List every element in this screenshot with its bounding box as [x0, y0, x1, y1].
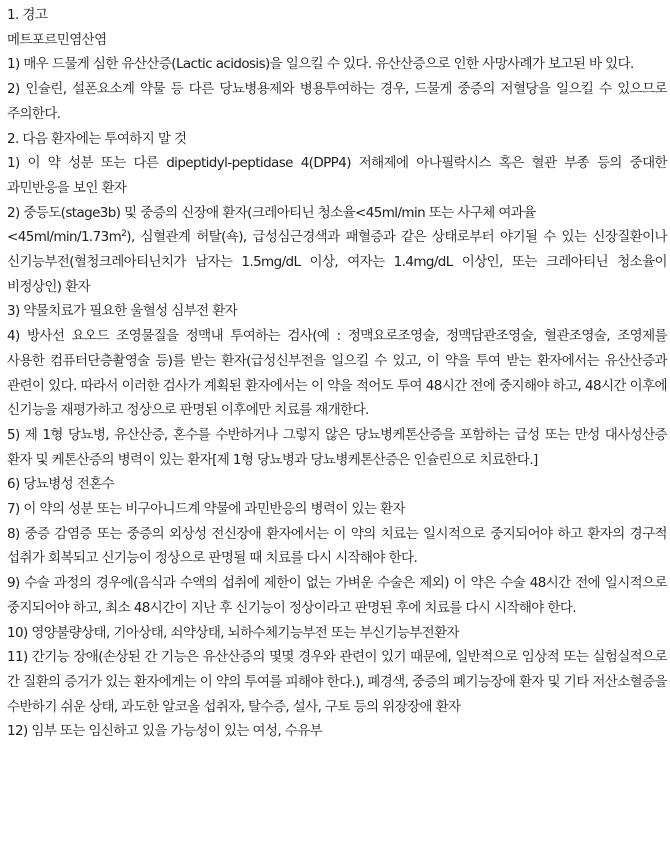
warning-item-2: 2) 인슐린, 설폰요소계 약물 등 다른 당뇨병용제와 병용투여하는 경우, 드물게 중증의 저혈당을 일으킬 수 있으므로 주의한다.	[7, 81, 667, 122]
contraindication-item-11: 11) 간기능 장애(손상된 간 기능은 유산산증의 몇몇 경우와 관련이 있기 때문에, 일반적으로 임상적 또는 실험실적으로 간 질환의 증거가 있는 환자에게는 이 약의 투여를 피해야 한다.), 폐경색, 중증의 폐기능장애 환자 및 기타 저산소혈증을 수반하기 쉬운 상태, 과도한 알코올 섭취자, 탈수증, 설사, 구토 등의 위장장애 환자	[7, 649, 667, 715]
drug-name: 메트포르민염산염	[7, 31, 107, 48]
item-2-superscript: 2	[121, 229, 127, 240]
item-2-line-1: 2) 중등도(stage3b) 및 중증의 신장애 환자(크레아티닌 청소율<45ml/min 또는 사구체 여과율	[7, 204, 536, 221]
contraindication-item-2	[7, 201, 667, 300]
item-2-rest: ), 심혈관계 허탈(쇽), 급성심근경색과 패혈증과 같은 상태로부터 야기될 수 있는 신장질환이나 신기능부전(혈청크레아티닌치가 남자는 1.5mg/dL 이상, 여자는 1.4mg/dL 이상인, 또는 크레아티닌 청소율이 비정상인) 환자	[7, 229, 667, 295]
document-body	[7, 3, 667, 744]
contraindication-item-4: 4) 방사선 요오드 조영물질을 정맥내 투여하는 검사(예 : 정맥요로조영술, 정맥담관조영술, 혈관조영술, 조영제를 사용한 컴퓨터단층촬영술 등)를 받는 환자(급성신부전을 일으킬 수 있고, 이 약을 투여 받는 환자에서는 유산산증과 관련이 있다. 따라서 이러한 검사가 계획된 환자에서는 이 약을 적어도 투여 48시간 전에 중지해야 하고, 48시간 이후에 신기능을 재평가하고 정상으로 판명된 이후에만 치료를 재개한다.	[7, 328, 667, 419]
section-1-heading: 1. 경고	[7, 7, 48, 23]
item-2-gfr-unit: <45ml/min/1.73m	[7, 229, 122, 246]
warning-item-1: 1) 매우 드물게 심한 유산산증(Lactic acidosis)을 일으킬 수 있다. 유산산증으로 인한 사망사례가 보고된 바 있다.	[7, 56, 634, 73]
contraindication-item-9: 9) 수술 과정의 경우에(음식과 수액의 섭취에 제한이 없는 가벼운 수술은 제외) 이 약은 수술 48시간 전에 일시적으로 중지되어야 하고, 최소 48시간이 지난 후 신기능이 정상이라고 판명된 후에 치료를 다시 시작해야 한다.	[7, 575, 667, 616]
contraindication-item-1: 1) 이 약 성분 또는 다른 dipeptidyl-peptidase 4(DPP4) 저해제에 아나필락시스 혹은 혈관 부종 등의 중대한 과민반응을 보인 환자	[7, 155, 667, 196]
contraindication-item-10: 10) 영양불량상태, 기아상태, 쇠약상태, 뇌하수체기능부전 또는 부신기능부전환자	[7, 624, 459, 641]
contraindication-item-12: 12) 임부 또는 임신하고 있을 가능성이 있는 여성, 수유부	[7, 723, 323, 740]
contraindication-item-6: 6) 당뇨병성 전혼수	[7, 476, 115, 493]
contraindication-item-7: 7) 이 약의 성분 또는 비구아니드계 약물에 과민반응의 병력이 있는 환자	[7, 501, 405, 518]
contraindication-item-3: 3) 약물치료가 필요한 울혈성 심부전 환자	[7, 303, 238, 320]
contraindication-item-5: 5) 제 1형 당뇨병, 유산산증, 혼수를 수반하거나 그렇지 않은 당뇨병케톤산증을 포함하는 급성 또는 만성 대사성산증 환자 및 케톤산증의 병력이 있는 환자[제 1형 당뇨병과 당뇨병케톤산증은 인슐린으로 치료한다.]	[7, 426, 667, 468]
section-2-heading: 2. 다음 환자에는 투여하지 말 것	[7, 130, 187, 147]
contraindication-item-8: 8) 중증 감염증 또는 중증의 외상성 전신장애 환자에서는 이 약의 치료는 일시적으로 중지되어야 하고 환자의 경구적 섭취가 회복되고 신기능이 정상으로 판명될 때 치료를 다시 시작해야 한다.	[7, 525, 667, 567]
